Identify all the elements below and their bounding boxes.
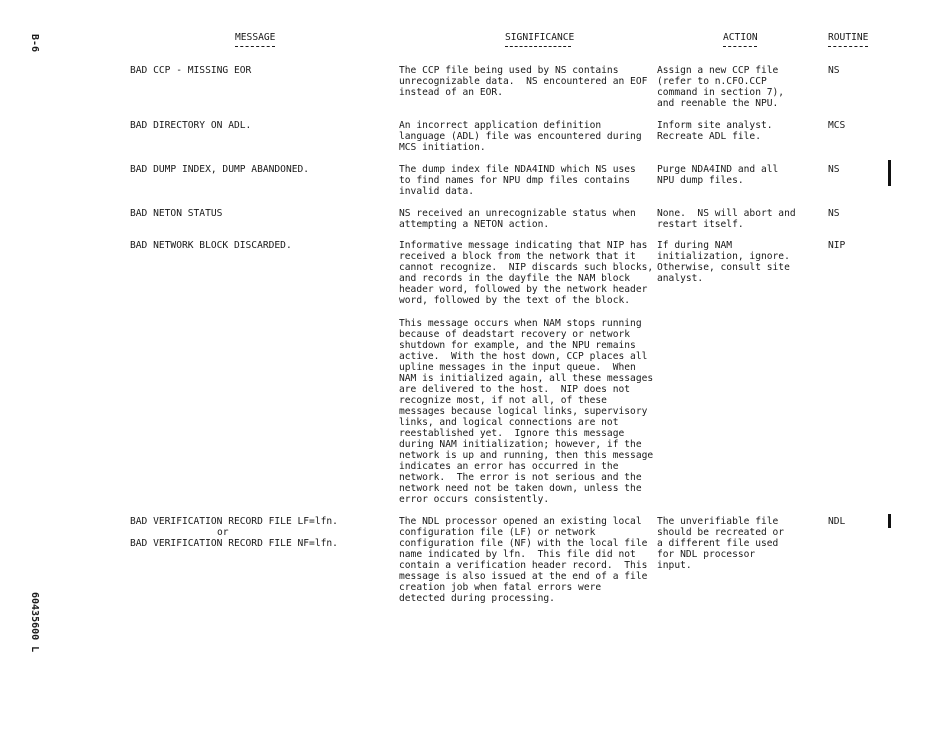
text-line: BAD DUMP INDEX, DUMP ABANDONED. bbox=[130, 164, 310, 175]
change-bar bbox=[888, 160, 891, 186]
text-line: shutdown for example, and the NPU remains bbox=[399, 340, 636, 351]
text-line: messages because logical links, supervisory bbox=[399, 406, 648, 417]
header-message: MESSAGE bbox=[235, 32, 276, 43]
header-underline bbox=[505, 46, 571, 48]
header-significance: SIGNIFICANCE bbox=[505, 32, 575, 43]
text-line: initialization, ignore. bbox=[657, 251, 790, 262]
text-line: or bbox=[217, 527, 229, 538]
text-line: reestablished yet. Ignore this message bbox=[399, 428, 625, 439]
text-line: cannot recognize. NIP discards such blocks, bbox=[399, 262, 654, 273]
row-action bbox=[657, 516, 784, 571]
text-line: message is also issued at the end of a file bbox=[399, 571, 648, 582]
header-underline bbox=[828, 46, 868, 48]
text-line: Otherwise, consult site bbox=[657, 262, 790, 273]
text-line: word, followed by the text of the block. bbox=[399, 295, 631, 306]
row-message bbox=[130, 164, 309, 175]
row-action bbox=[657, 65, 784, 109]
row-routine bbox=[828, 164, 840, 175]
text-line: recognize most, if not all, of these bbox=[399, 395, 607, 406]
row-message bbox=[130, 208, 222, 219]
text-line: name indicated by lfn. This file did not bbox=[399, 549, 636, 560]
row-significance bbox=[399, 65, 647, 98]
text-line: detected during processing. bbox=[399, 593, 555, 604]
text-line: BAD VERIFICATION RECORD FILE NF=lfn. bbox=[130, 538, 338, 549]
text-line: An incorrect application definition bbox=[399, 120, 602, 131]
text-line: BAD CCP - MISSING EOR bbox=[130, 65, 252, 76]
text-line: instead of an EOR. bbox=[399, 87, 503, 98]
text-line: network. The error is not serious and the bbox=[399, 472, 642, 483]
row-action bbox=[657, 120, 773, 142]
text-line: contain a verification header record. This bbox=[399, 560, 648, 571]
header-underline bbox=[235, 46, 275, 48]
row-significance bbox=[399, 164, 636, 197]
text-line: received a block from the network that it bbox=[399, 251, 636, 262]
text-line: If during NAM bbox=[657, 240, 733, 251]
row-significance bbox=[399, 240, 653, 306]
text-line: during NAM initialization; however, if the bbox=[399, 439, 642, 450]
text-line: The unverifiable file bbox=[657, 516, 779, 527]
row-significance-continued bbox=[399, 318, 653, 505]
page-number: B-6 bbox=[29, 34, 40, 53]
text-line: should be recreated or bbox=[657, 527, 785, 538]
text-line: unrecognizable data. NS encountered an EOF bbox=[399, 76, 648, 87]
text-line: NS bbox=[828, 164, 840, 175]
text-line: The dump index file NDA4IND which NS uses bbox=[399, 164, 636, 175]
text-line: attempting a NETON action. bbox=[399, 219, 550, 230]
text-line: (refer to n.CFO.CCP bbox=[657, 76, 767, 87]
text-line: network is up and running, then this message bbox=[399, 450, 654, 461]
text-line: Purge NDA4IND and all bbox=[657, 164, 779, 175]
text-line: command in section 7), bbox=[657, 87, 785, 98]
text-line: MCS initiation. bbox=[399, 142, 486, 153]
text-line: Informative message indicating that NIP has bbox=[399, 240, 648, 251]
text-line: NS bbox=[828, 65, 840, 76]
text-line: NAM is initialized again, all these messages bbox=[399, 373, 654, 384]
text-line: BAD VERIFICATION RECORD FILE LF=lfn. bbox=[130, 516, 338, 527]
row-action bbox=[657, 164, 778, 186]
text-line: links, and logical connections are not bbox=[399, 417, 619, 428]
text-line: NS bbox=[828, 208, 840, 219]
header-routine: ROUTINE bbox=[828, 32, 869, 43]
change-bar bbox=[888, 514, 891, 528]
text-line: BAD NETWORK BLOCK DISCARDED. bbox=[130, 240, 292, 251]
text-line: configuration file (NF) with the local file bbox=[399, 538, 648, 549]
row-action bbox=[657, 208, 796, 230]
row-message bbox=[130, 240, 292, 251]
text-line: This message occurs when NAM stops running bbox=[399, 318, 642, 329]
text-line: creation job when fatal errors were bbox=[399, 582, 602, 593]
text-line: BAD DIRECTORY ON ADL. bbox=[130, 120, 252, 131]
text-line: BAD NETON STATUS bbox=[130, 208, 223, 219]
row-message bbox=[130, 120, 251, 131]
text-line: for NDL processor bbox=[657, 549, 756, 560]
row-message bbox=[130, 65, 251, 76]
text-line: and reenable the NPU. bbox=[657, 98, 779, 109]
text-line: None. NS will abort and bbox=[657, 208, 796, 219]
text-line: error occurs consistently. bbox=[399, 494, 550, 505]
text-line: to find names for NPU dmp files contains bbox=[399, 175, 631, 186]
text-line: upline messages in the input queue. When bbox=[399, 362, 636, 373]
text-line: header word, followed by the network header bbox=[399, 284, 648, 295]
document-number: 60435600 L bbox=[29, 592, 40, 653]
text-line: network need not be taken down, unless the bbox=[399, 483, 642, 494]
row-message bbox=[130, 516, 338, 549]
text-line: are delivered to the host. NIP does not bbox=[399, 384, 631, 395]
text-line: indicates an error has occurred in the bbox=[399, 461, 619, 472]
text-line: MCS bbox=[828, 120, 846, 131]
text-line: The CCP file being used by NS contains bbox=[399, 65, 619, 76]
header-action: ACTION bbox=[723, 32, 758, 43]
row-routine bbox=[828, 120, 845, 131]
row-significance bbox=[399, 120, 642, 153]
text-line: restart itself. bbox=[657, 219, 744, 230]
row-routine bbox=[828, 240, 845, 251]
header-underline bbox=[723, 46, 757, 48]
text-line: invalid data. bbox=[399, 186, 475, 197]
text-line: NS received an unrecognizable status when bbox=[399, 208, 636, 219]
text-line: NPU dump files. bbox=[657, 175, 744, 186]
row-significance bbox=[399, 208, 636, 230]
text-line: Recreate ADL file. bbox=[657, 131, 761, 142]
text-line: Assign a new CCP file bbox=[657, 65, 779, 76]
row-significance bbox=[399, 516, 647, 604]
text-line: and records in the dayfile the NAM block bbox=[399, 273, 631, 284]
text-line: because of deadstart recovery or network bbox=[399, 329, 631, 340]
text-line: active. With the host down, CCP places all bbox=[399, 351, 648, 362]
text-line: analyst. bbox=[657, 273, 704, 284]
text-line: a different file used bbox=[657, 538, 779, 549]
text-line: input. bbox=[657, 560, 692, 571]
row-action bbox=[657, 240, 790, 284]
text-line: The NDL processor opened an existing local bbox=[399, 516, 642, 527]
row-routine bbox=[828, 516, 845, 527]
text-line: language (ADL) file was encountered during bbox=[399, 131, 642, 142]
text-line: Inform site analyst. bbox=[657, 120, 773, 131]
row-routine bbox=[828, 208, 840, 219]
row-routine bbox=[828, 65, 840, 76]
text-line: NDL bbox=[828, 516, 846, 527]
text-line: NIP bbox=[828, 240, 846, 251]
text-line: configuration file (LF) or network bbox=[399, 527, 596, 538]
